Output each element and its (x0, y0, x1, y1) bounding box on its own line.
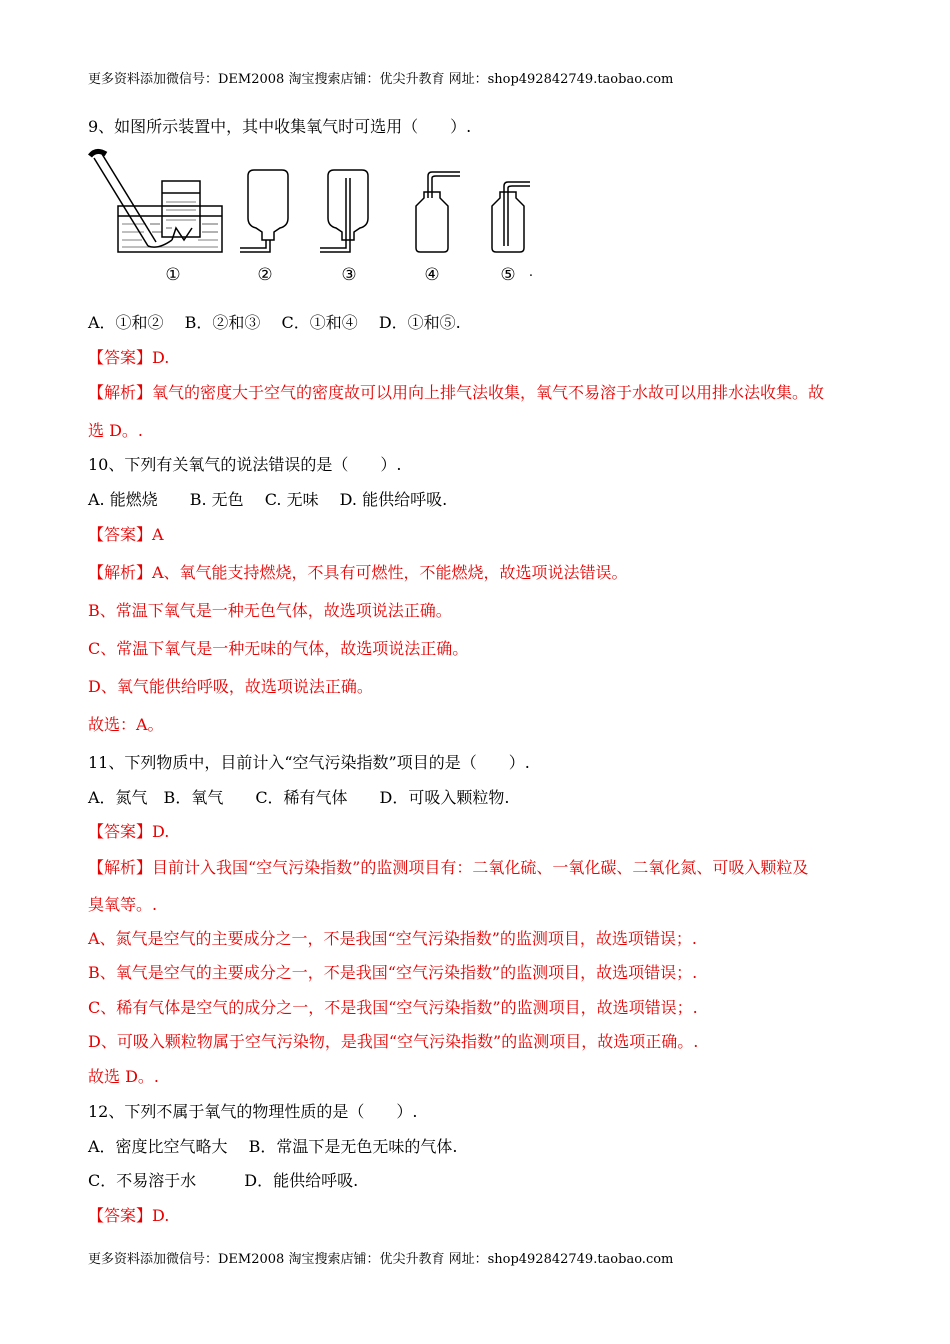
upright-bottle-1 (416, 172, 460, 252)
rubber-tube (90, 151, 106, 156)
q10-analysis-line2: B、常温下氧气是一种无色气体，故选项说法正确。 (88, 601, 452, 620)
q10-analysis-line5: 故选：A。 (88, 715, 164, 734)
q10-answer: 【答案】A (88, 525, 164, 544)
q11-analysis-line3: A、氮气是空气的主要成分之一，不是我国“空气污染指数”的监测项目，故选项错误；. (88, 929, 698, 948)
q12-question: 12、下列不属于氧气的物理性质的是（ ）. (88, 1102, 418, 1121)
q9-question: 9、如图所示装置中，其中收集氧气时可选用（ ）. (88, 117, 472, 136)
apparatus-figure (88, 148, 548, 288)
q11-analysis-line5: C、稀有气体是空气的成分之一，不是我国“空气污染指数”的监测项目，故选项错误；. (88, 998, 698, 1017)
q11-options: A．氮气 B．氧气 C．稀有气体 D．可吸入颗粒物. (88, 788, 510, 807)
q9-answer: 【答案】D. (88, 348, 170, 367)
q10-analysis-line1: 【解析】A、氧气能支持燃烧，不具有可燃性，不能燃烧，故选项说法错误。 (88, 563, 628, 582)
q10-analysis-line3: C、常温下氧气是一种无味的气体，故选项说法正确。 (88, 639, 469, 658)
q12-options-line1: A．密度比空气略大 B．常温下是无色无味的气体. (88, 1137, 458, 1156)
q12-options-line2: C．不易溶于水 D．能供给呼吸. (88, 1171, 359, 1190)
figure-label-2: ② (257, 265, 273, 285)
figure-label-3: ③ (341, 265, 357, 285)
q11-question: 11、下列物质中，目前计入“空气污染指数”项目的是（ ）. (88, 753, 530, 772)
figure-label-4: ④ (424, 265, 440, 285)
water-trough-apparatus (94, 154, 222, 252)
figure-label-5: ⑤ (500, 265, 516, 285)
apparatus-drawing (88, 148, 548, 263)
figure-tail: . (528, 265, 534, 280)
q11-analysis-line6: D、可吸入颗粒物属于空气污染物，是我国“空气污染指数”的监测项目，故选项正确。. (88, 1032, 699, 1051)
q12-answer: 【答案】D. (88, 1206, 170, 1225)
q11-analysis-line4: B、氧气是空气的主要成分之一，不是我国“空气污染指数”的监测项目，故选项错误；. (88, 963, 698, 982)
page-footer: 更多资料添加微信号：DEM2008 淘宝搜索店铺：优尖升教育 网址：shop492842749.taobao.com (88, 1252, 674, 1267)
upright-bottle-2 (492, 182, 530, 252)
q9-options: A．①和② B．②和③ C．①和④ D．①和⑤. (88, 313, 461, 332)
q10-options: A. 能燃烧 B. 无色 C. 无味 D. 能供给呼吸. (88, 490, 448, 509)
page-header: 更多资料添加微信号：DEM2008 淘宝搜索店铺：优尖升教育 网址：shop492842749.taobao.com (88, 72, 674, 87)
q11-analysis-line1: 【解析】目前计入我国“空气污染指数”的监测项目有：二氧化硫、一氧化碳、二氧化氮、可吸入颗粒及 (88, 858, 809, 877)
q11-analysis-line7: 故选 D。. (88, 1067, 160, 1086)
q10-question: 10、下列有关氧气的说法错误的是（ ）. (88, 455, 402, 474)
q9-analysis-line2: 选 D。. (88, 421, 144, 440)
figure-label-1: ① (165, 265, 181, 285)
q11-analysis-line2: 臭氧等。. (88, 895, 158, 914)
q9-analysis-line1: 【解析】氧气的密度大于空气的密度故可以用向上排气法收集，氧气不易溶于水故可以用排水法收集。故 (88, 383, 825, 402)
inverted-bottle-2 (320, 170, 368, 252)
q11-answer: 【答案】D. (88, 822, 170, 841)
q10-analysis-line4: D、氧气能供给呼吸，故选项说法正确。 (88, 677, 373, 696)
inverted-bottle-1 (240, 170, 288, 252)
